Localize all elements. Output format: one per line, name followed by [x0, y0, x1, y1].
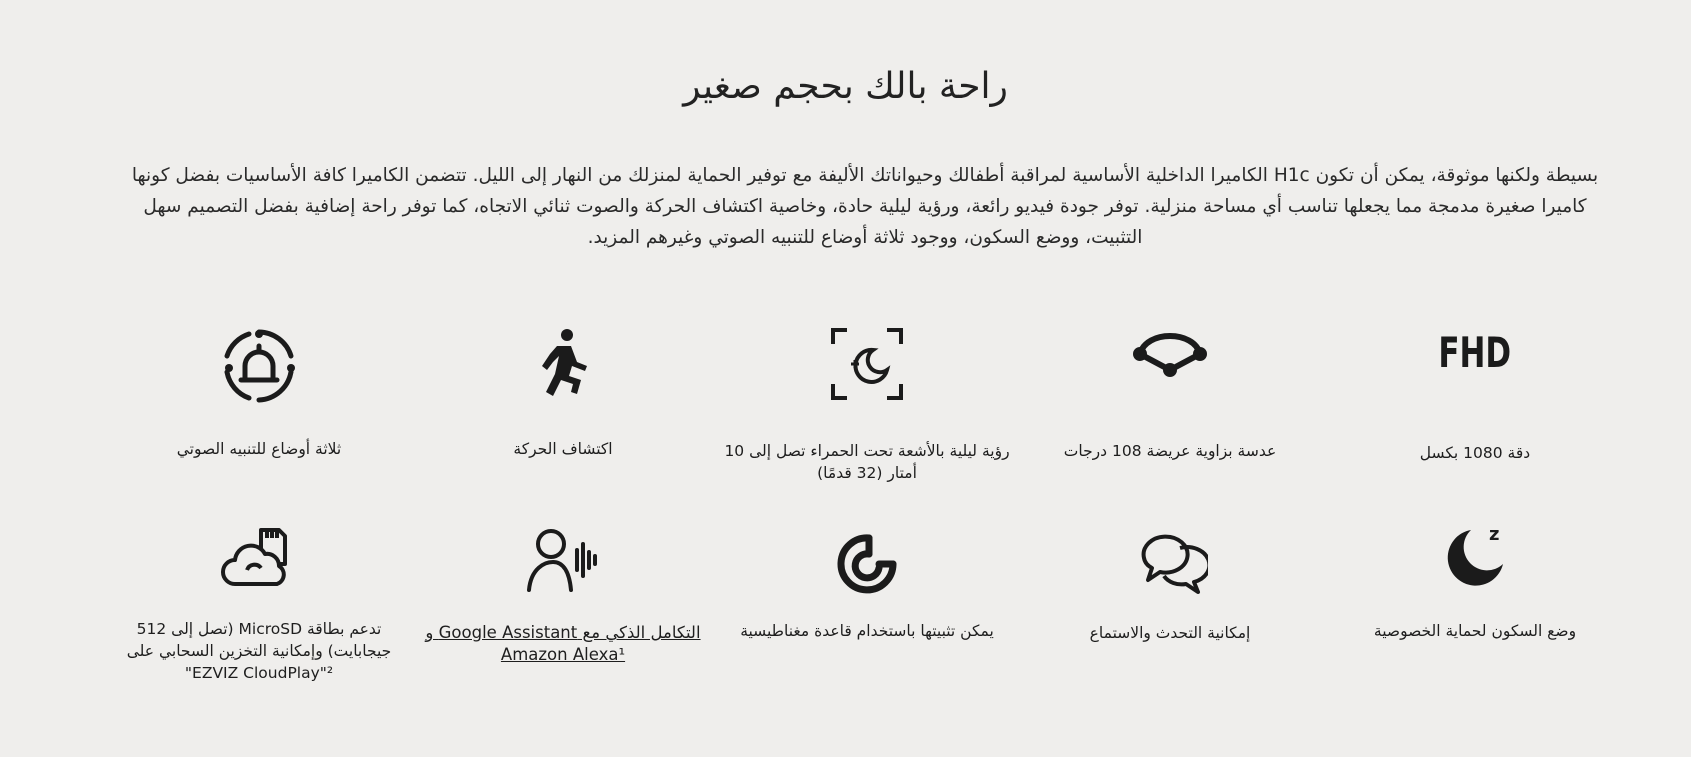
feature-label: يمكن تثبيتها باستخدام قاعدة مغناطيسية [740, 622, 994, 640]
feature-label: دقة 1080 بكسل [1419, 444, 1531, 462]
feature-label: رؤية ليلية بالأشعة تحت الحمراء تصل إلى 10 أمتار (32 قدمًا) [724, 442, 1010, 482]
magnetic-mount-icon [829, 524, 905, 600]
feature-label: ثلاثة أوضاع للتنبيه الصوتي [176, 440, 342, 458]
two-way-talk-icon [1132, 524, 1208, 600]
alarm-siren-icon [221, 328, 297, 404]
section-intro: بسيطة ولكنها موثوقة، يمكن أن تكون H1c الكاميرا الداخلية الأساسية لمراقبة أطفالك وحيواناتك الأليفة مع توفير الحماية لمنزلك من النهار إلى الليل. تتضمن الكاميرا كافة الأساسيات بفضل كونها كاميرا صغيرة مدمجة مما يجعلها تناسب أي مساحة منزلية. توفر جودة فيديو رائعة، ورؤية ليلية حادة، وخاصية اكتشاف الحركة والصوت ثنائي الاتجاه، كما توفر راحة إضافية بفضل التصميم سهل التثبيت، ووضع السكون، ووجود ثلاثة أوضاع للتنبيه الصوتي وغيرهم المزيد. [131, 165, 1599, 248]
feature-label: إمكانية التحدث والاستماع [1089, 624, 1251, 642]
feature-label: اكتشاف الحركة [513, 440, 613, 458]
motion-detection-icon [525, 328, 601, 404]
feature-label: تدعم بطاقة MicroSD (تصل إلى 512 جيجابايت) وإمكانية التخزين السحابي على EZVIZ CloudPlay"²" [126, 620, 392, 682]
voice-assistant-link[interactable]: التكامل الذكي مع Google Assistant و Amazon Alexa¹ [425, 623, 701, 664]
feature-label: عدسة بزاوية عريضة 108 درجات [1063, 442, 1277, 460]
fhd-icon-text: FHD [1438, 328, 1512, 378]
voice-assistant-icon [525, 524, 601, 600]
fhd-icon [1437, 318, 1513, 394]
svg-text:z: z [1489, 524, 1500, 545]
sleep-mode-icon [1437, 518, 1513, 594]
feature-label: وضع السكون لحماية الخصوصية [1373, 622, 1577, 640]
section-title: راحة بالك بحجم صغير [683, 66, 1008, 107]
cloud-storage-icon [221, 522, 297, 598]
wide-angle-lens-icon [1132, 318, 1208, 394]
night-vision-icon [829, 326, 905, 402]
